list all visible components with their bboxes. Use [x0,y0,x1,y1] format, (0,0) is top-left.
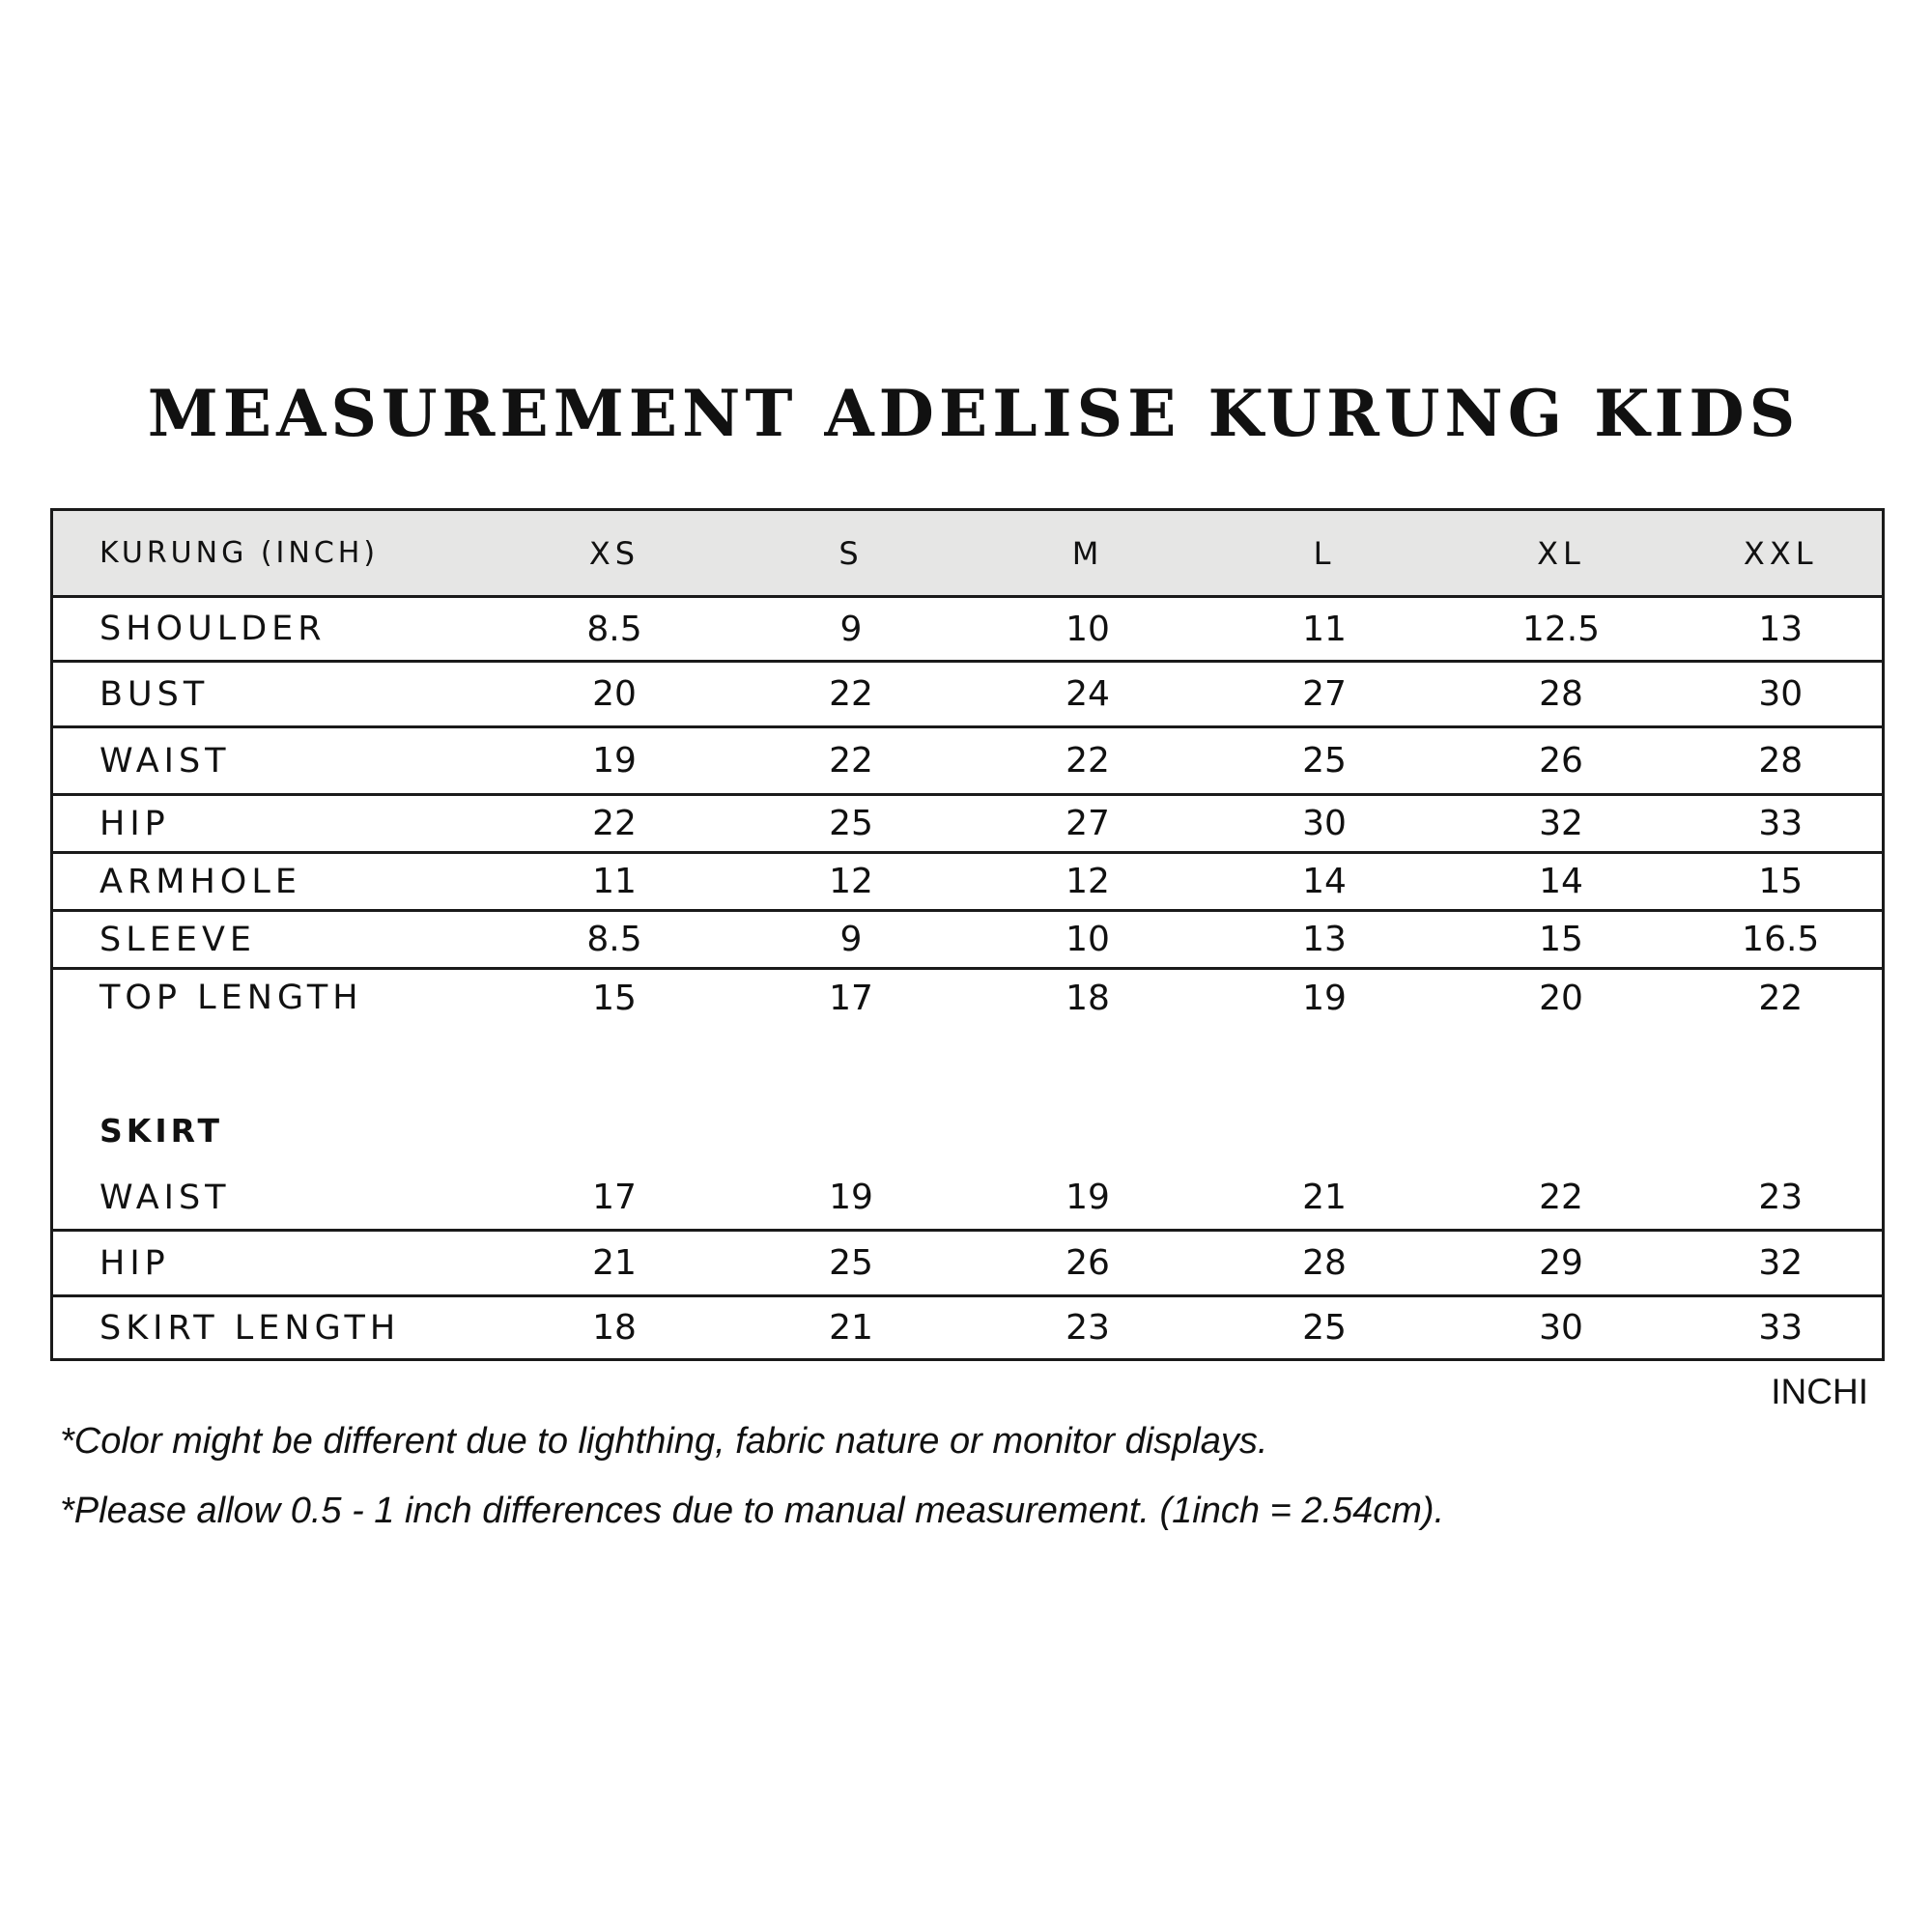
table-cell: 24 [970,662,1207,727]
table-cell: 9 [733,911,970,969]
table-cell: 20 [497,662,733,727]
unit-label: INCHI [1771,1372,1868,1411]
row-label: WAIST [52,1167,497,1231]
size-header-m: M [970,510,1207,597]
table-cell: 9 [733,597,970,662]
table-cell: 25 [1302,1308,1347,1348]
table-cell: 28 [1680,727,1884,795]
row-label: WAIST [52,727,497,795]
table-cell: 22 [497,795,733,853]
table-cell: 23 [1065,1308,1110,1348]
row-label: BUST [52,662,497,727]
table-cell: 17 [829,978,873,1018]
row-label: HIP [52,1231,497,1296]
table-cell: 33 [1680,795,1884,853]
table-cell: 12 [970,853,1207,911]
table-cell: 32 [1443,795,1680,853]
table-cell: 22 [733,727,970,795]
table-cell: 30 [1207,795,1443,853]
table-cell: 27 [1207,662,1443,727]
notes [60,1420,1876,1559]
table-cell: 17 [497,1167,733,1231]
table-cell: 22 [970,727,1207,795]
table-cell: 26 [970,1231,1207,1296]
table-row [52,795,1884,853]
table-row [52,853,1884,911]
note-color: *Color might be different due to lighthing, fabric nature or monitor displays. [60,1421,1268,1462]
size-header-xl: XL [1443,510,1680,597]
table-cell: 18 [592,1308,637,1348]
table-cell: 33 [1758,1308,1804,1348]
table-cell: 11 [497,853,733,911]
table-cell: 30 [1680,662,1884,727]
header-label: KURUNG (INCH) [52,510,497,597]
table-cell: 19 [733,1167,970,1231]
table-header-row [52,510,1884,597]
table-cell: 23 [1680,1167,1884,1231]
table-cell: 21 [1207,1167,1443,1231]
table-cell: 8.5 [497,911,733,969]
table-cell: 19 [497,727,733,795]
table-cell: 25 [733,1231,970,1296]
table-cell: 22 [733,662,970,727]
table-cell: 30 [1539,1308,1583,1348]
table-cell: 29 [1443,1231,1680,1296]
table-cell: 28 [1443,662,1680,727]
table-cell: 18 [1065,978,1110,1018]
table-cell: 14 [1443,853,1680,911]
size-header-s: S [733,510,970,597]
size-header-xxl: XXL [1680,510,1884,597]
size-chart-table [50,508,1885,1361]
row-label: SKIRT LENGTH [99,1308,401,1348]
table-cell: 19 [1302,978,1347,1018]
table-cell: 22 [1758,978,1804,1018]
table-cell: 10 [970,911,1207,969]
table-cell: 19 [970,1167,1207,1231]
table-cell: 26 [1443,727,1680,795]
table-row [52,1167,1884,1231]
table-cell: 12.5 [1443,597,1680,662]
row-label: ARMHOLE [52,853,497,911]
table-cell: 21 [497,1231,733,1296]
size-header-xs: XS [497,510,733,597]
table-cell: 27 [970,795,1207,853]
size-header-l: L [1207,510,1443,597]
table-row [52,911,1884,969]
table-cell: 13 [1680,597,1884,662]
row-label: TOP LENGTH [99,979,363,1018]
table-cell: 25 [1207,727,1443,795]
table-cell: 15 [592,978,637,1018]
table-row [52,969,1884,1027]
table-cell: 28 [1207,1231,1443,1296]
table-cell: 13 [1207,911,1443,969]
table-cell: 10 [970,597,1207,662]
table-cell: 8.5 [497,597,733,662]
table-row [52,1231,1884,1296]
note-measurement: *Please allow 0.5 - 1 inch differences due to manual measurement. (1inch = 2.54cm). [60,1491,1445,1531]
table-cell: 22 [1443,1167,1680,1231]
table-row [52,1296,1884,1360]
table-cell: 14 [1207,853,1443,911]
page-title: MEASUREMENT ADELISE KURUNG KIDS [147,376,1801,451]
table-cell: 16.5 [1680,911,1884,969]
skirt-section-label: SKIRT [99,1111,224,1150]
table-row [52,662,1884,727]
row-label: SHOULDER [52,597,497,662]
table-cell: 32 [1680,1231,1884,1296]
table-cell: 20 [1539,978,1583,1018]
table-row [52,597,1884,662]
row-label: HIP [52,795,497,853]
table-cell: 12 [733,853,970,911]
table-cell: 25 [733,795,970,853]
row-label: SLEEVE [52,911,497,969]
table-row [52,727,1884,795]
table-cell: 15 [1680,853,1884,911]
table-cell: 21 [829,1308,873,1348]
table-cell: 11 [1207,597,1443,662]
table-cell: 15 [1443,911,1680,969]
skirt-section-row [52,1027,1884,1167]
